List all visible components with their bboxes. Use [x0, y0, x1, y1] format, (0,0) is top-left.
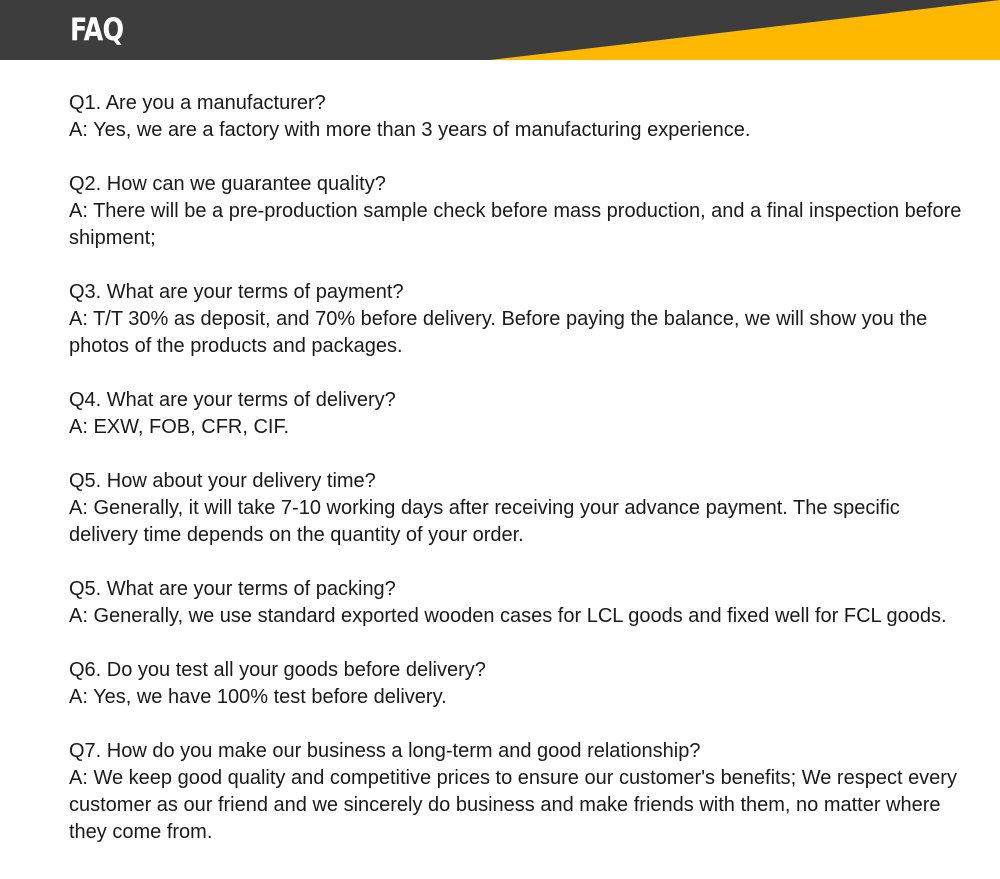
faq-question: Q6. Do you test all your goods before delivery?: [69, 659, 486, 681]
faq-item-3: [69, 279, 969, 360]
faq-question: Q3. What are your terms of payment?: [69, 281, 404, 303]
faq-item-8: [69, 738, 969, 846]
faq-question: Q4. What are your terms of delivery?: [69, 389, 396, 411]
faq-item-4: [69, 387, 969, 441]
faq-answer: A: Yes, we have 100% test before delivery.: [69, 686, 447, 708]
faq-header-banner: [0, 0, 1000, 60]
faq-item-1: [69, 90, 969, 144]
faq-question: Q1. Are you a manufacturer?: [69, 92, 326, 114]
faq-answer: A: T/T 30% as deposit, and 70% before delivery. Before paying the balance, we will show you the photos of the products and packages.: [69, 308, 928, 357]
faq-answer: A: EXW, FOB, CFR, CIF.: [69, 416, 290, 438]
faq-answer: A: Generally, we use standard exported wooden cases for LCL goods and fixed well for FCL goods.: [69, 605, 947, 627]
faq-item-6: [69, 576, 969, 630]
page-title: FAQ: [70, 12, 124, 48]
faq-item-5: [69, 468, 969, 549]
faq-question: Q5. How about your delivery time?: [69, 470, 376, 492]
faq-item-7: [69, 657, 969, 711]
faq-item-2: [69, 171, 969, 252]
faq-answer: A: Yes, we are a factory with more than 3 years of manufacturing experience.: [69, 119, 751, 141]
faq-question: Q2. How can we guarantee quality?: [69, 173, 386, 195]
faq-question: Q5. What are your terms of packing?: [69, 578, 396, 600]
header-banner-graphic: [0, 0, 1000, 60]
faq-answer: A: Generally, it will take 7-10 working days after receiving your advance payment. The specific delivery time depends on the quantity of your order.: [69, 497, 900, 546]
faq-question: Q7. How do you make our business a long-term and good relationship?: [69, 740, 701, 762]
faq-list: [69, 90, 969, 873]
faq-answer: A: There will be a pre-production sample check before mass production, and a final inspection before shipment;: [69, 200, 962, 249]
faq-answer: A: We keep good quality and competitive prices to ensure our customer's benefits; We respect every customer as our friend and we sincerely do business and make friends with them, no matter where they come from.: [69, 767, 957, 843]
